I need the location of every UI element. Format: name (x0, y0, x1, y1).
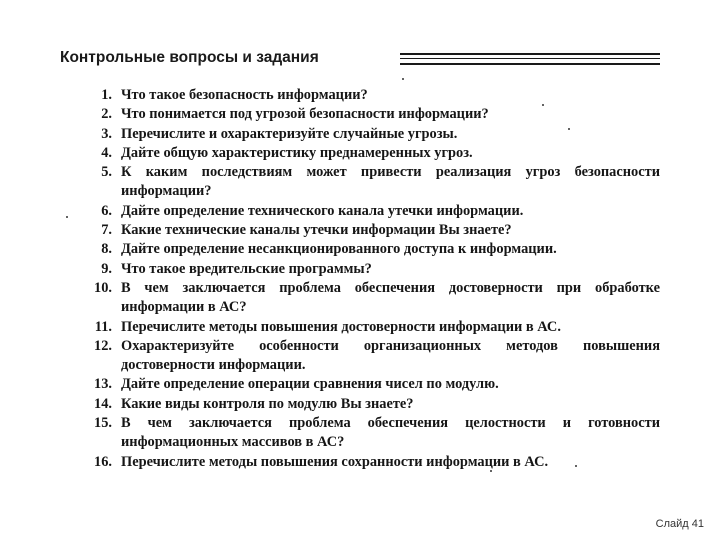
question-item (78, 144, 660, 163)
scan-speck (542, 104, 544, 106)
scan-speck (402, 78, 404, 80)
question-number: 10. (94, 279, 112, 296)
question-number: 3. (101, 125, 112, 142)
question-number: 7. (101, 222, 112, 239)
question-item (78, 163, 660, 202)
question-number: 11. (94, 318, 112, 335)
question-item (78, 279, 660, 318)
scan-speck (568, 128, 570, 130)
question-number: 4. (101, 144, 112, 161)
question-text: Дайте определение операции сравнения чисел по модулю. (121, 376, 499, 393)
header-rule-middle (400, 58, 660, 59)
question-text: Перечислите методы повышения достоверности информации в АС. (121, 318, 561, 335)
question-number: 12. (94, 337, 112, 354)
section-header (60, 48, 660, 70)
question-item (78, 260, 660, 279)
question-item (78, 318, 660, 337)
question-number: 13. (94, 376, 112, 393)
page-title: Контрольные вопросы и задания (60, 49, 319, 66)
question-text: Какие виды контроля по модулю Вы знаете? (121, 395, 414, 412)
scan-speck (66, 216, 68, 218)
question-number: 6. (101, 202, 112, 219)
question-text: Охарактеризуйте особенности организационных методов повышения достоверности информации. (121, 337, 660, 374)
question-item (78, 86, 660, 105)
question-text: В чем заключается проблема обеспечения достоверности при обработке информации в АС? (121, 279, 660, 316)
header-rule-top (400, 53, 660, 55)
question-number: 8. (101, 241, 112, 258)
question-text: Дайте общую характеристику преднамеренных угроз. (121, 144, 473, 161)
question-text: Дайте определение несанкционированного доступа к информации. (121, 241, 557, 258)
question-number: 5. (101, 164, 112, 181)
question-text: К каким последствиям может привести реализация угроз безопасности информации? (121, 164, 660, 200)
question-text: Дайте определение технического канала утечки информации. (121, 202, 524, 219)
question-number: 15. (94, 415, 112, 432)
question-number: 16. (94, 453, 112, 470)
scan-speck (490, 470, 492, 472)
question-item (78, 453, 660, 472)
question-item (78, 105, 660, 124)
question-text: Что понимается под угрозой безопасности информации? (121, 106, 489, 123)
question-item (78, 240, 660, 259)
question-text: Перечислите и охарактеризуйте случайные угрозы. (121, 125, 458, 142)
question-text: Что такое безопасность информации? (121, 87, 368, 103)
header-rule-bottom (400, 63, 660, 65)
question-item (78, 337, 660, 376)
question-text: Перечислите методы повышения сохранности информации в АС. (121, 453, 549, 470)
question-item (78, 395, 660, 414)
question-number: 2. (101, 106, 112, 123)
question-number: 9. (101, 260, 112, 277)
question-item (78, 375, 660, 394)
question-number: 1. (101, 87, 112, 103)
questions-list (78, 86, 660, 472)
question-item (78, 414, 660, 453)
scan-speck (575, 465, 577, 467)
question-text: В чем заключается проблема обеспечения целостности и готовности информационных массивов в АС? (121, 415, 660, 451)
question-text: Что такое вредительские программы? (121, 260, 372, 277)
question-text: Какие технические каналы утечки информации Вы знаете? (121, 222, 512, 239)
question-number: 14. (94, 395, 112, 412)
question-item (78, 221, 660, 240)
slide-number: Слайд 41 (655, 518, 704, 530)
question-item (78, 125, 660, 144)
question-item (78, 202, 660, 221)
